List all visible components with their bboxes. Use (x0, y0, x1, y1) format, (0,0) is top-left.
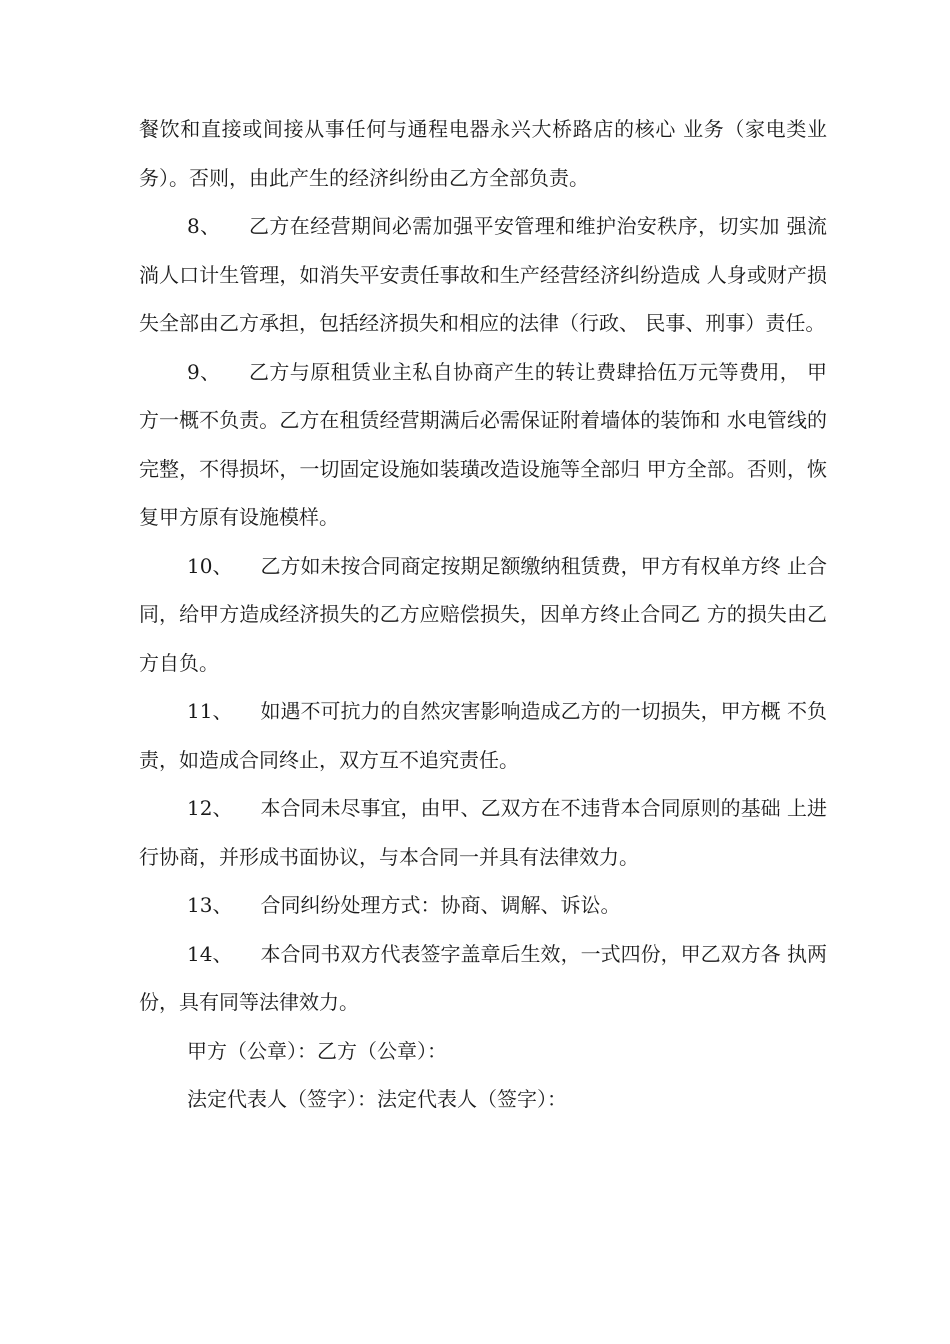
clause-8 (139, 202, 827, 348)
clause-text: 如遇不可抗力的自然灾害影响造成乙方的一切损失，甲方概 不负责，如造成合同终止，双方互不追究责任。 (139, 699, 828, 772)
contract-body (139, 105, 827, 1124)
clause-number: 9、 (187, 359, 221, 384)
clause-text: 合同纠纷处理方式：协商、调解、诉讼。 (260, 893, 621, 917)
clause-number: 11、 (187, 699, 233, 723)
clause-text: 本合同书双方代表签字盖章后生效，一式四份，甲乙双方各 执两份，具有同等法律效力。 (139, 941, 828, 1014)
clause-number: 8、 (187, 214, 221, 238)
clause-14 (139, 930, 827, 1027)
clause-number: 14、 (187, 941, 233, 966)
paragraph-text: 餐饮和直接或间接从事任何与通程电器永兴大桥路店的核心 业务（家电类业务）。否则，由此产生的经济纠纷由乙方全部负责。 (139, 117, 827, 190)
clause-text: 乙方在经营期间必需加强平安管理和维护治安秩序，切实加 强流淌人口计生管理，如消失平安责任事故和生产经营经济纠纷造成 人身或财产损失全部由乙方承担，包括经济损失和相应的法律（行政、 民事、刑事）责任。 (139, 214, 827, 335)
clause-text: 乙方与原租赁业主私自协商产生的转让费肆拾伍万元等费用， 甲方一概不负责。乙方在租赁经营期满后必需保证附着墙体的装饰和 水电管线的完整，不得损坏，一切固定设施如装璜改造设施等全部归 甲方全部。否则，恢复甲方原有设施模样。 (139, 359, 827, 529)
signature-representative-line: 法定代表人（签字）：法定代表人（签字）： (187, 1087, 567, 1111)
signature-seal-line: 甲方（公章）：乙方（公章）： (187, 1038, 447, 1063)
paragraph-continuation (139, 105, 827, 202)
clause-number: 12、 (187, 796, 233, 820)
clause-11 (139, 687, 827, 784)
clause-13 (139, 881, 827, 930)
clause-9 (139, 348, 827, 542)
clause-10 (139, 542, 827, 688)
clause-number: 13、 (187, 893, 233, 917)
clause-12 (139, 784, 827, 881)
clause-text: 乙方如未按合同商定按期足额缴纳租赁费，甲方有权单方终 止合同，给甲方造成经济损失的乙方应赔偿损失，因单方终止合同乙 方的损失由乙方自负。 (139, 553, 828, 675)
clause-text: 本合同未尽事宜，由甲、乙双方在不违背本合同原则的基础 上进行协商，并形成书面协议，与本合同一并具有法律效力。 (139, 796, 828, 869)
clause-number: 10、 (187, 553, 233, 578)
